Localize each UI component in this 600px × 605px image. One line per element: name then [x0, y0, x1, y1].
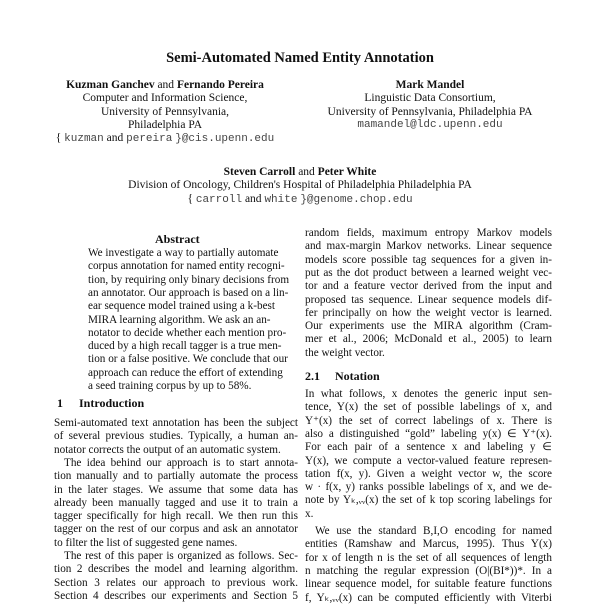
affiliation-line: Philadelphia PA	[127, 118, 202, 131]
text-line: tagger on the rest of our corpus and ask an annotator	[54, 523, 298, 536]
text-line: entities (Ramshaw and Marcus, 1995). Thus Y(x)	[305, 538, 552, 551]
text-line: Semi-automated text annotation has been the subject	[54, 417, 298, 429]
text-line: notator to decide whether each mention pro-	[88, 326, 287, 339]
brace: {	[55, 132, 62, 145]
author-block-3	[0, 166, 600, 207]
section-heading-introduction	[57, 396, 144, 411]
affiliation-line: University of Pennsylvania, Philadelphia PA	[327, 105, 533, 118]
text-line: f, Yₖ,ᵥᵥ(x) can be computed efficiently with Viterbi	[305, 591, 552, 604]
text-line: tation f(x, y). Given a weight vector w, the score	[305, 467, 552, 480]
text-line: Section 3 relates our approach to previous work.	[54, 576, 298, 589]
text-line: We investigate a way to partially automate	[88, 247, 279, 259]
author-email	[30, 132, 300, 146]
author-name: Mark Mandel	[395, 79, 465, 91]
text-line: tion manually and to partially automate the process	[54, 470, 298, 483]
text-line: fer principally on how the weight vector is learned.	[305, 306, 552, 319]
author-name: Fernando Pereira	[176, 79, 264, 91]
email-domain: }@genome.chop.edu	[300, 193, 413, 206]
text-line: approach can reduce the effort of extending	[88, 366, 283, 379]
affiliation-line: Linguistic Data Consortium,	[364, 92, 496, 105]
title: Semi-Automated Named Entity Annotation	[166, 50, 434, 66]
text-line: put as the dot product between a learned weight vec-	[305, 266, 552, 279]
and-text: and	[157, 79, 175, 91]
text-line: w · f(x, y) ranks possible labelings of x, and we de-	[305, 481, 552, 494]
text-line: note by Yₖ,ᵥᵥ(x) the set of k top scoring labelings for	[305, 494, 552, 507]
text-line: mer et al., 2006; McDonald et al., 2005) to learn	[305, 333, 552, 346]
author-block-1	[30, 79, 300, 146]
text-line: also a distinguished “gold” labeling y(x) ∈ Y⁺(x).	[305, 427, 552, 440]
text-line: random fields, maximum entropy Markov models	[305, 227, 552, 239]
author-email	[0, 193, 600, 207]
section-number: 2.1	[305, 369, 320, 383]
text-line: for x of length n is the set of all sequences of length	[305, 551, 552, 564]
section-title: Introduction	[79, 396, 145, 410]
text-line: and max-margin Markov networks. Linear sequence	[305, 240, 552, 253]
email-user: pereira	[126, 133, 173, 146]
text-line: proposed tas sequence. Linear sequence models dif-	[305, 293, 552, 306]
text-line: The rest of this paper is organized as follows. Sec-	[64, 550, 298, 562]
text-line: Y(x), we compute a vector-valued feature represen-	[305, 454, 552, 467]
text-line: an annotator. Our approach is based on a lin-	[88, 286, 289, 299]
and-text: and	[298, 166, 315, 178]
author-name: Peter White	[317, 166, 377, 178]
email-user: kuzman	[64, 133, 104, 146]
text-line: For each pair of a sentence x and labeling y ∈	[305, 441, 552, 454]
text-line: already been manually tagged and use it to train a	[54, 496, 298, 509]
email-user: carroll	[195, 193, 243, 206]
affiliation-line: University of Pennsylvania,	[100, 105, 230, 118]
text-line: tion 2 describes the model and learning algorithm.	[54, 563, 298, 576]
text-line: a seed training corpus by up to 58%.	[88, 380, 252, 392]
author-email: mamandel@ldc.upenn.edu	[357, 118, 503, 131]
and-text: and	[106, 132, 124, 145]
text-line: to filter the list of suggested gene names.	[54, 536, 238, 549]
text-line: tence, Y(x) the set of possible labelings of x, and	[305, 401, 552, 414]
affiliation-line: Computer and Information Science,	[82, 92, 248, 105]
text-line: tion, by requiring only binary decisions from	[88, 273, 290, 286]
and-text: and	[244, 192, 262, 205]
text-line: The idea behind our approach is to start annota-	[64, 456, 298, 469]
author-name: Kuzman Ganchev	[66, 79, 155, 91]
text-line: in the later stages. We assume that some data has	[54, 483, 298, 496]
text-line: models score possible tag sequences for a given in-	[305, 253, 552, 266]
text-line: linear sequence model, for suitable feature functions	[305, 578, 552, 591]
text-line: Y⁺(x) the set of correct labelings of x. There is	[305, 414, 552, 427]
brace: {	[187, 192, 193, 205]
text-line: Section 4 describes our experiments and Section 5	[54, 589, 298, 602]
email-user: white	[264, 193, 298, 206]
subsection-heading-notation	[305, 369, 380, 384]
text-line: x.	[305, 507, 314, 520]
text-line: tor and a feature vector derived from the input and	[305, 280, 552, 293]
text-line: Our experiments use the MIRA algorithm (Cram-	[305, 320, 552, 333]
author-name: Steven Carroll	[223, 166, 296, 178]
email-domain: }@cis.upenn.edu	[175, 133, 275, 146]
affiliation-line: Division of Oncology, Children's Hospital of Philadelphia Philadelphia PA	[128, 179, 472, 192]
text-line: We use the standard B,I,O encoding for named	[315, 525, 552, 537]
text-line: notator corrects the output of an automatic system.	[54, 443, 281, 456]
text-line: tagger specifically for high recall. We then run this	[54, 510, 298, 523]
text-line: n matching the regular expression (O|(BI*))*. In a	[305, 564, 552, 577]
text-line: ear sequence model trained using a k-best	[88, 300, 276, 313]
text-line: the weight vector.	[305, 346, 385, 359]
abstract-heading: Abstract	[155, 232, 200, 246]
author-block-2	[290, 79, 570, 132]
text-line: duced by a high recall tagger is a true men-	[88, 340, 282, 353]
section-number: 1	[57, 396, 63, 410]
text-line: tion or a false positive. We conclude that our	[88, 353, 288, 366]
text-line: In what follows, x denotes the generic input sen-	[305, 388, 552, 400]
text-line: corpus annotation for named entity recogni-	[88, 260, 285, 273]
text-line: MIRA learning algorithm. We ask an an-	[88, 313, 271, 326]
text-line: of several previous studies. Typically, a human an-	[54, 430, 298, 443]
section-title: Notation	[335, 369, 380, 383]
